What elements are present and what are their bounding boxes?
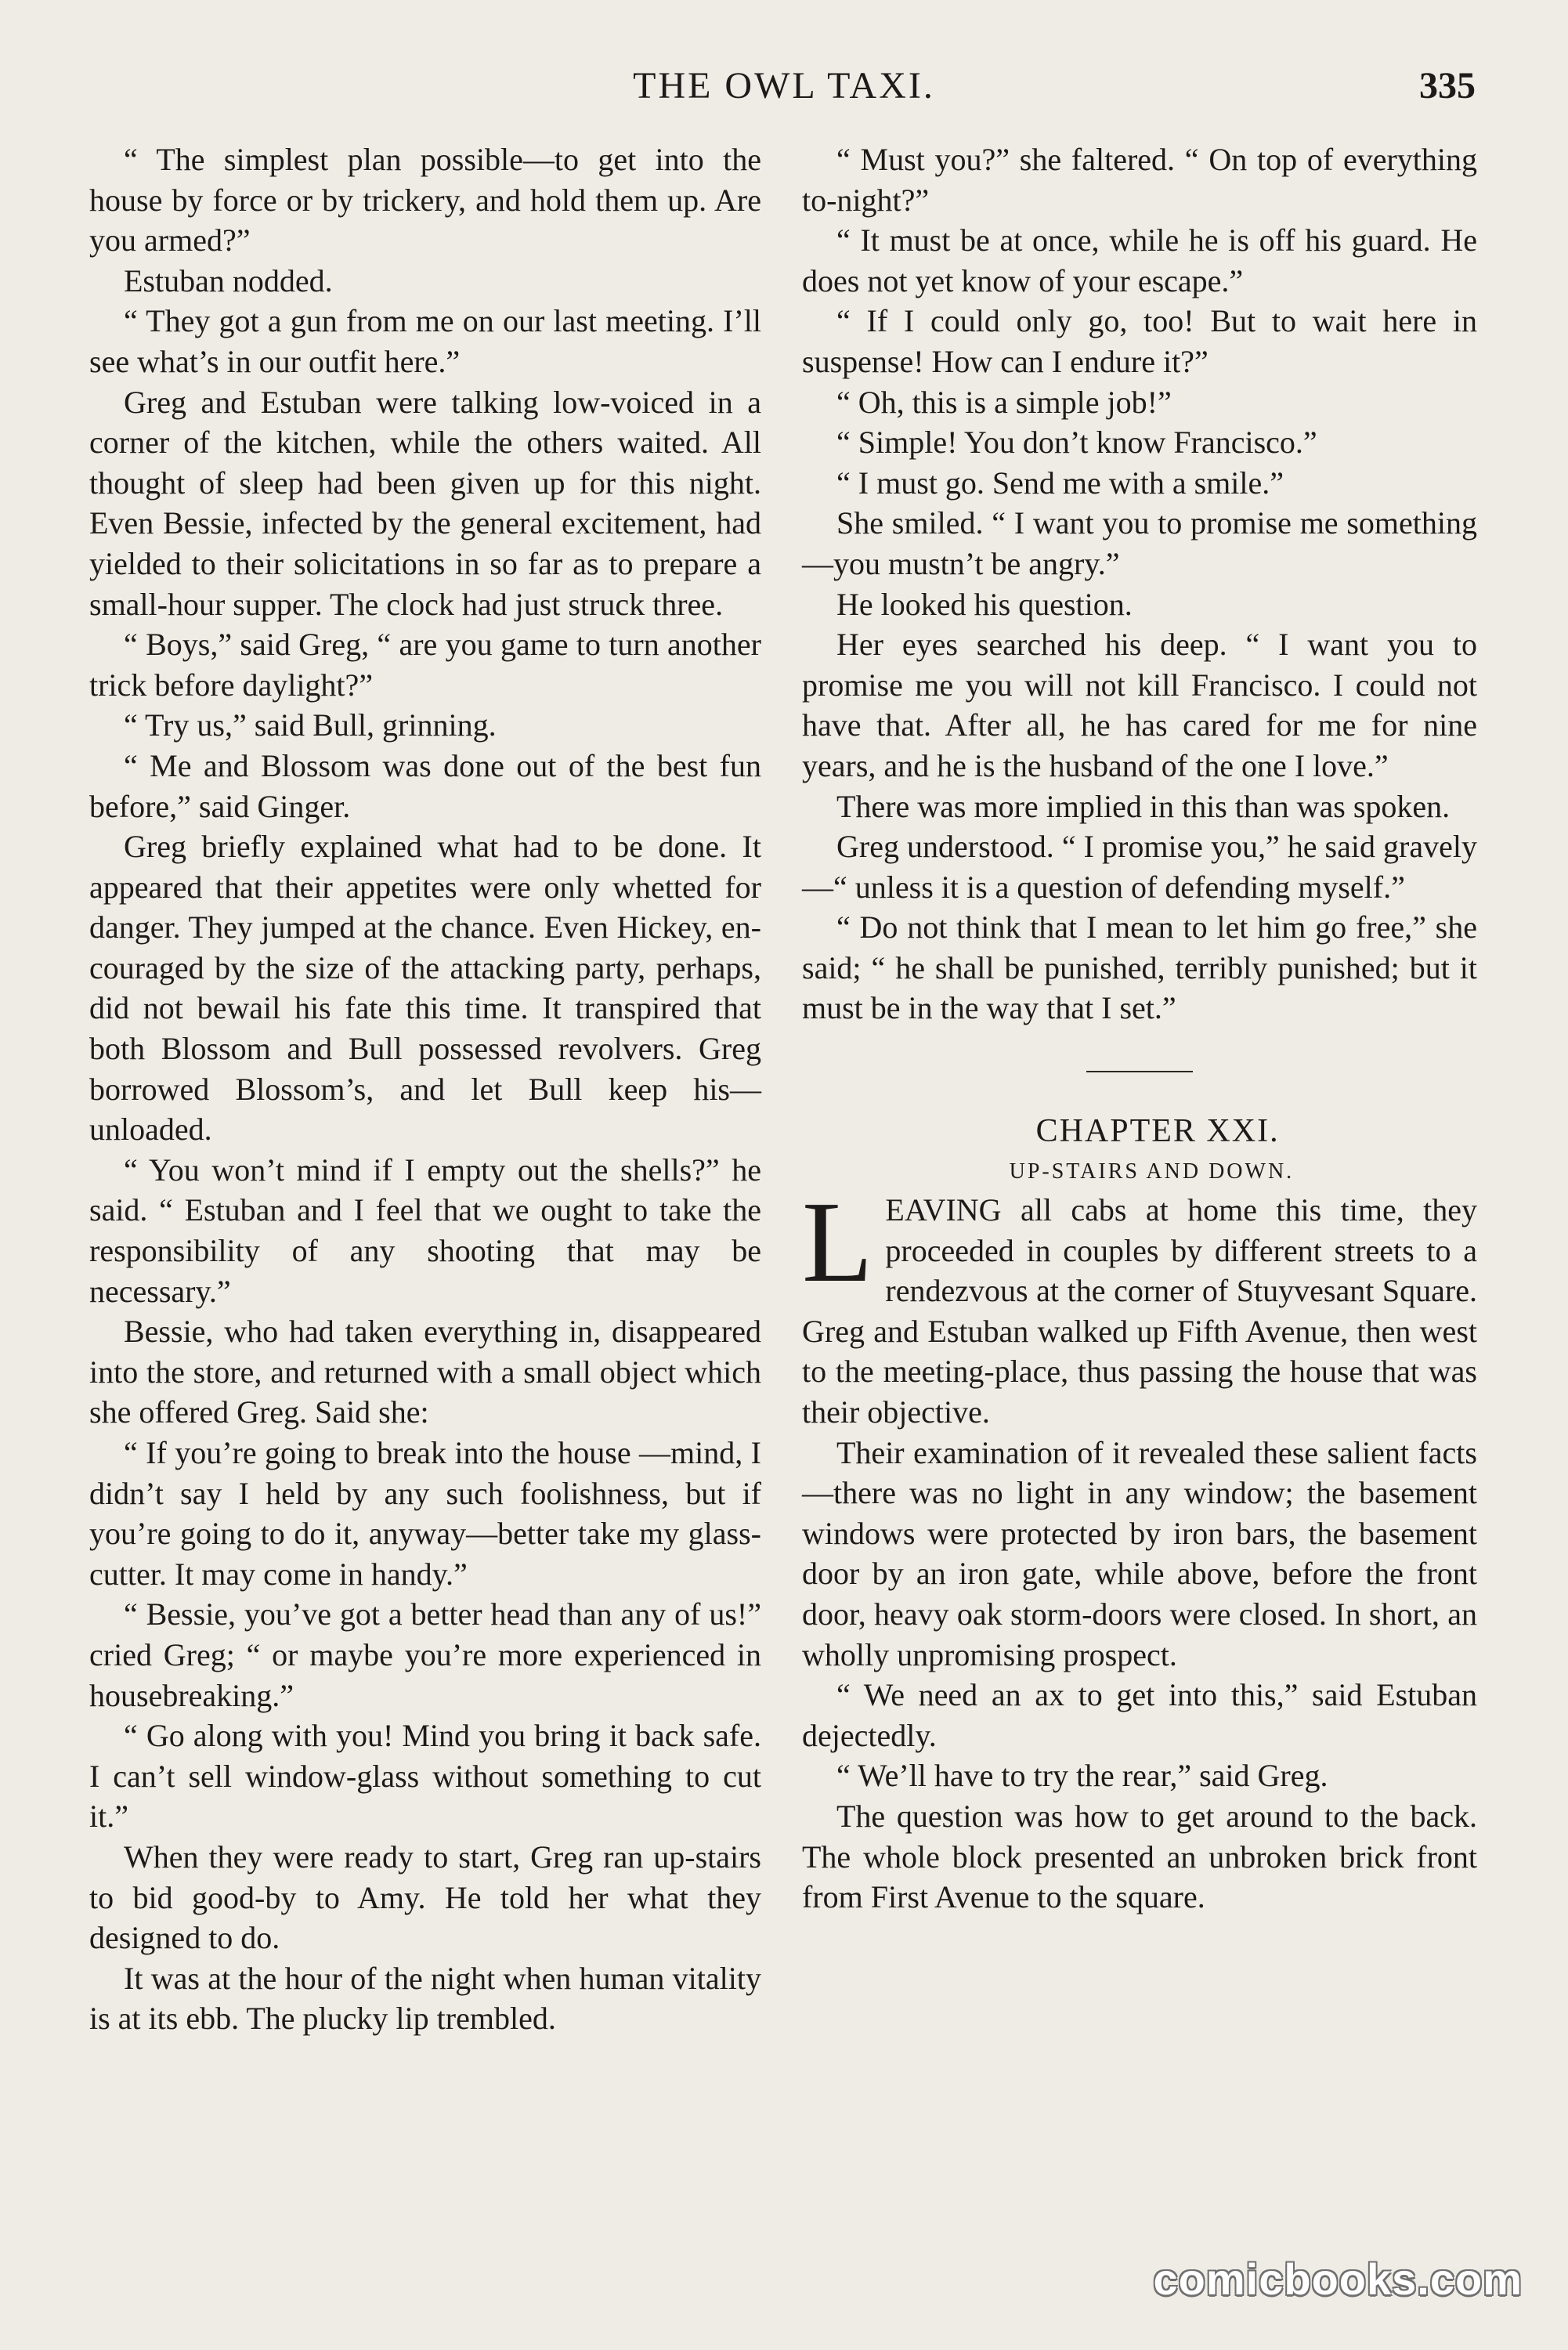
paragraph: “ Boys,” said Greg, “ are you game to turn another trick before daylight?” <box>89 627 761 703</box>
running-head: THE OWL TAXI. <box>633 65 935 107</box>
paragraph: “ Me and Blossom was done out of the best fun before,” said Ginger. <box>89 747 761 824</box>
chapter-opening-paragraph <box>802 1178 1477 1433</box>
paragraph: “ You won’t mind if I empty out the shells?” he said. “ Estuban and I feel that we ought to take the responsibility of any shooting that may be necessary.” <box>89 1152 761 1309</box>
right-column <box>802 139 1477 1918</box>
paragraph: Estuban nodded. <box>124 262 333 298</box>
page-number: 335 <box>1419 65 1476 107</box>
paragraph: He looked his question. <box>836 586 1133 622</box>
site-watermark: comicbooks.com <box>1153 2254 1523 2304</box>
paragraph: There was more implied in this than was spoken. <box>836 788 1451 824</box>
paragraph: “ Bessie, you’ve got a better head than any of us!” cried Greg; “ or maybe you’re more experienced in housebreaking.” <box>89 1596 761 1713</box>
opening-text: EAVING all cabs at home this time, they proceeded in couples by different streets to a rendezvous at the corner of Stuyvesant Square. Greg and Estuban walked up Fifth Avenue, then west to the meeting-place, thus passing the house that was their objective. <box>802 1192 1477 1430</box>
paragraph: Greg understood. “ I promise you,” he said gravely—“ unless it is a question of defending myself.” <box>802 829 1477 905</box>
paragraph: “ Simple! You don’t know Francisco.” <box>836 425 1317 461</box>
paragraph: “ If I could only go, too! But to wait here in suspense! How can I endure it?” <box>802 303 1477 379</box>
paragraph: “ I must go. Send me with a smile.” <box>836 465 1284 501</box>
drop-cap: L <box>802 1178 873 1307</box>
paragraph: “ Try us,” said Bull, grinning. <box>124 707 497 743</box>
paragraph: “ Do not think that I mean to let him go free,” she said; “ he shall be punished, terribly punished; but it must be in the way that I set.” <box>802 909 1477 1026</box>
chapter-subtitle: UP-STAIRS AND DOWN. <box>1009 1159 1295 1184</box>
paragraph: “ We’ll have to try the rear,” said Greg. <box>836 1758 1328 1794</box>
paragraph: Their examination of it revealed these salient facts—there was no light in any window; the basement windows were protected by iron bars, the basement door by an iron gate, while above, before the front door, heavy oak storm-doors were closed. In short, an wholly unpromising prospect. <box>802 1434 1477 1672</box>
paragraph: “ Oh, this is a simple job!” <box>836 384 1172 420</box>
paragraph: When they were ready to start, Greg ran up-stairs to bid good-by to Amy. He told her what they designed to do. <box>89 1838 761 1956</box>
chapter-title: CHAPTER XXI. <box>1035 1113 1280 1150</box>
paragraph: “ It must be at once, while he is off his guard. He does not yet know of your escape.” <box>802 222 1477 298</box>
section-divider <box>1086 1071 1193 1072</box>
paragraph: “ The simplest plan possible—to get into the house by force or by trickery, and hold them up. Are you armed?” <box>89 142 761 258</box>
paragraph: “ They got a gun from me on our last meeting. I’ll see what’s in our outfit here.” <box>89 303 761 379</box>
paragraph: The question was how to get around to the back. The whole block presented an unbroken brick front from First Avenue to the square. <box>802 1798 1477 1915</box>
paragraph: “ Must you?” she faltered. “ On top of everything to-night?” <box>802 142 1477 218</box>
paragraph: Bessie, who had taken everything in, disappeared into the store, and returned with a small object which she offered Greg. Said she: <box>89 1314 761 1430</box>
paragraph: “ Go along with you! Mind you bring it back safe. I can’t sell window-glass without something to cut it.” <box>89 1718 761 1835</box>
left-column <box>89 139 761 2039</box>
paragraph: “ If you’re going to break into the house —mind, I didn’t say I held by any such foolishness, but if you’re going to do it, anyway—better take my glass-cutter. It may come in handy.” <box>89 1435 761 1592</box>
paragraph: It was at the hour of the night when human vitality is at its ebb. The plucky lip trembled. <box>89 1960 761 2037</box>
paragraph: “ We need an ax to get into this,” said Estuban dejectedly. <box>802 1677 1477 1753</box>
paragraph: Greg briefly explained what had to be done. It appeared that their appetites were only whetted for danger. They jumped at the chance. Even Hickey, encouraged by the size of the attacking party, perhaps, did not bewail his fate this time. It transpired that both Blossom and Bull possessed revolvers. Greg borrowed Blossom’s, and let Bull keep his—unloaded. <box>89 829 761 1148</box>
paragraph: She smiled. “ I want you to promise me something—you mustn’t be angry.” <box>802 505 1477 581</box>
paragraph: Her eyes searched his deep. “ I want you to promise me you will not kill Francisco. I could not have that. After all, he has cared for me for nine years, and he is the husband of the one I love.” <box>802 627 1477 783</box>
paragraph: Greg and Estuban were talking low-voiced in a corner of the kitchen, while the others waited. All thought of sleep had been given up for this night. Even Bessie, infected by the general excitement, had yielded to their solicitations in so far as to prepare a small-hour supper. The clock had just struck three. <box>89 384 761 622</box>
